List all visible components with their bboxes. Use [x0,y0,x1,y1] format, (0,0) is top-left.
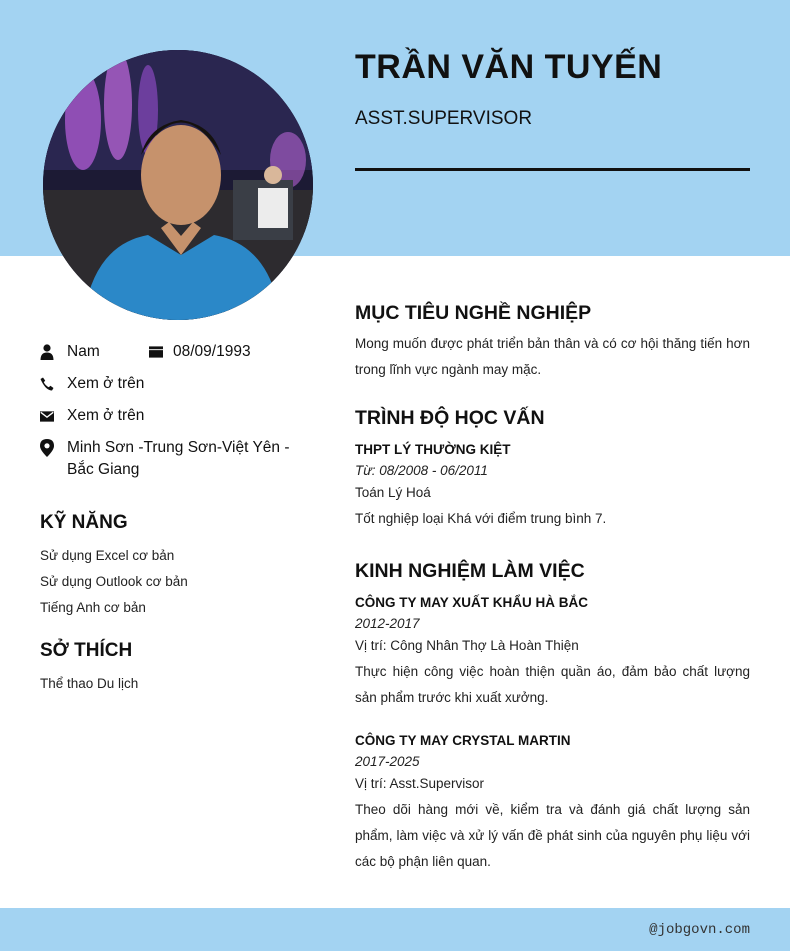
location-pin-icon [40,437,54,459]
job-description: Thực hiện công việc hoàn thiện quần áo, đảm bảo chất lượng sản phẩm trước khi xuất xưởng. [355,664,750,705]
education-period: Từ: 08/2008 - 06/2011 [355,463,488,478]
job-position: Vị trí: Công Nhân Thợ Là Hoàn Thiện [355,638,579,653]
email-icon [40,405,54,427]
job-entry [355,595,750,711]
education-heading: TRÌNH ĐỘ HỌC VẤN [355,407,545,429]
header-divider [355,168,750,171]
objective-section [355,302,750,383]
profile-photo [43,50,313,320]
skill-item: Sử dụng Excel cơ bản [40,548,175,563]
skill-item: Tiếng Anh cơ bản [40,600,146,615]
experience-section [355,560,750,875]
skills-list [40,543,188,621]
candidate-title: ASST.SUPERVISOR [355,108,533,129]
candidate-name: TRẦN VĂN TUYẾN [355,48,663,86]
email-row [40,405,300,427]
job-company: CÔNG TY MAY XUẤT KHẨU HÀ BẮC [355,595,589,610]
phone-row [40,373,300,395]
school-name: THPT LÝ THƯỜNG KIỆT [355,442,511,457]
person-icon [40,341,54,363]
objective-text: Mong muốn được phát triển bản thân và có cơ hội thăng tiến hơn trong lĩnh vực ngành may mặc. [355,336,750,377]
address-value [67,437,290,481]
email-value: Xem ở trên [67,407,145,424]
job-period: 2012-2017 [355,616,420,631]
hobbies-heading: SỞ THÍCH [40,640,133,661]
job-company: CÔNG TY MAY CRYSTAL MARTIN [355,733,571,748]
address-line-2: Bắc Giang [67,461,140,478]
phone-value: Xem ở trên [67,375,145,392]
hobby-item: Thể thao Du lịch [40,676,139,691]
footer-credit: @jobgovn.com [649,922,750,938]
education-major: Toán Lý Hoá [355,485,431,500]
address-row [40,437,300,481]
job-description: Theo dõi hàng mới về, kiểm tra và đánh giá chất lượng sản phẩm, làm việc và xử lý vấn đề phát sinh của nguyên phụ liệu với các bộ phận liên quan. [355,802,750,869]
personal-info [40,341,300,491]
calendar-icon [149,341,163,363]
education-result: Tốt nghiệp loại Khá với điểm trung bình 7. [355,511,607,526]
hobbies-list [40,671,138,697]
avatar [43,50,313,320]
objective-heading: MỤC TIÊU NGHỀ NGHIỆP [355,302,592,324]
gender-value: Nam [67,343,100,360]
job-entry [355,733,750,875]
gender-birth-row [40,341,300,363]
birthdate-value: 08/09/1993 [173,343,251,360]
job-period: 2017-2025 [355,754,420,769]
education-section [355,407,750,532]
skill-item: Sử dụng Outlook cơ bản [40,574,188,589]
address-line-1: Minh Sơn -Trung Sơn-Việt Yên - [67,439,290,456]
birthdate [122,341,251,363]
experience-heading: KINH NGHIỆM LÀM VIỆC [355,560,585,582]
skills-heading: KỸ NĂNG [40,512,128,533]
job-position: Vị trí: Asst.Supervisor [355,776,485,791]
phone-icon [40,373,54,395]
